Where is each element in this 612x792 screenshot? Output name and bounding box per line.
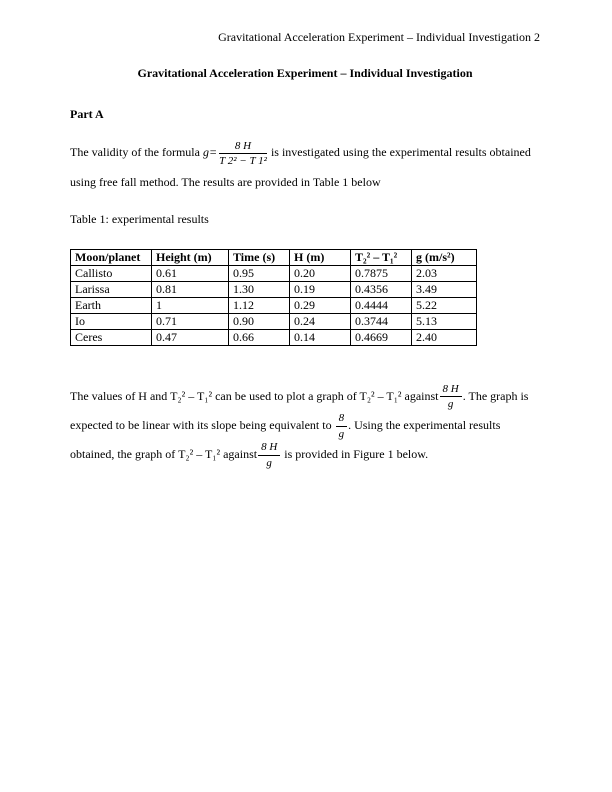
fraction-numerator: 8 bbox=[336, 412, 348, 427]
table-cell: 0.66 bbox=[229, 329, 290, 345]
section-heading-part-a: Part A bbox=[70, 107, 104, 122]
para2-text-4: is provided in Figure 1 below. bbox=[281, 447, 429, 462]
table-caption: Table 1: experimental results bbox=[70, 212, 209, 227]
table-cell: 0.14 bbox=[290, 329, 351, 345]
table-cell: 3.49 bbox=[412, 281, 477, 297]
g-formula-numerator: 8 H bbox=[219, 140, 267, 155]
table-cell: Io bbox=[71, 313, 152, 329]
fraction-denominator: g bbox=[447, 398, 454, 411]
para1-text-1: The validity of the formula bbox=[70, 145, 203, 160]
table-cell: 0.47 bbox=[152, 329, 229, 345]
results-table bbox=[70, 249, 477, 346]
table-cell: Earth bbox=[71, 297, 152, 313]
fraction-denominator: g bbox=[338, 427, 345, 440]
table-cell: 0.61 bbox=[152, 265, 229, 281]
table-cell: 0.4444 bbox=[351, 297, 412, 313]
table-cell: 0.71 bbox=[152, 313, 229, 329]
paragraph-graph-discussion bbox=[70, 382, 540, 470]
table-cell: 1.12 bbox=[229, 297, 290, 313]
table-header-row bbox=[71, 249, 477, 265]
table-row bbox=[71, 313, 477, 329]
table-row bbox=[71, 297, 477, 313]
table-cell: 0.95 bbox=[229, 265, 290, 281]
table-cell: 5.22 bbox=[412, 297, 477, 313]
g-formula-denominator: T 2² − T 1² bbox=[219, 155, 267, 168]
table-row bbox=[71, 329, 477, 345]
g-formula bbox=[202, 139, 268, 168]
col-header-h: H (m) bbox=[290, 249, 351, 265]
table-cell: 0.29 bbox=[290, 297, 351, 313]
table-cell: 2.03 bbox=[412, 265, 477, 281]
col-header-height: Height (m) bbox=[152, 249, 229, 265]
para2-text-2: . The graph is expected to be linear with its slope being equivalent to bbox=[70, 388, 529, 432]
page-title: Gravitational Acceleration Experiment – Individual Investigation bbox=[137, 66, 473, 81]
fraction-8-over-g bbox=[335, 412, 349, 440]
table-cell: Callisto bbox=[71, 265, 152, 281]
table-cell: 0.81 bbox=[152, 281, 229, 297]
table-cell: 0.90 bbox=[229, 313, 290, 329]
table-cell: 0.4669 bbox=[351, 329, 412, 345]
fraction-denominator: g bbox=[266, 457, 272, 470]
table-cell: Ceres bbox=[71, 329, 152, 345]
g-formula-lhs: g= bbox=[202, 145, 218, 160]
col-header-g: g (m/s²) bbox=[412, 249, 477, 265]
col-header-t-squared-diff: T₂² – T₁² bbox=[351, 249, 412, 265]
table-cell: 0.4356 bbox=[351, 281, 412, 297]
table-cell: 0.3744 bbox=[351, 313, 412, 329]
para1-text-2: is investigated using the experimental results obtained using free fall method. The results are provided in Table 1 below bbox=[70, 145, 531, 189]
paragraph-formula-intro bbox=[70, 138, 540, 197]
fraction-numerator: 8 H bbox=[258, 441, 280, 456]
fraction-8h-over-g bbox=[439, 383, 463, 411]
table-cell: 0.20 bbox=[290, 265, 351, 281]
table-cell: 1.30 bbox=[229, 281, 290, 297]
table-cell: 0.19 bbox=[290, 281, 351, 297]
table-cell: 0.24 bbox=[290, 313, 351, 329]
table-cell: Larissa bbox=[71, 281, 152, 297]
table-cell: 5.13 bbox=[412, 313, 477, 329]
table-cell: 1 bbox=[152, 297, 229, 313]
table-cell: 2.40 bbox=[412, 329, 477, 345]
g-formula-fraction bbox=[218, 140, 268, 168]
para2-text-3: . Using the experimental results obtained, the graph of T₂² – T₁² against bbox=[70, 417, 501, 462]
table-cell: 0.7875 bbox=[351, 265, 412, 281]
para2-text-1: The values of H and T₂² – T₁² can be used to plot a graph of T₂² – T₁² against bbox=[70, 388, 439, 403]
running-header: Gravitational Acceleration Experiment – Individual Investigation 2 bbox=[218, 30, 540, 44]
table-row bbox=[71, 265, 477, 281]
col-header-time: Time (s) bbox=[229, 249, 290, 265]
table-row bbox=[71, 281, 477, 297]
col-header-moon-planet: Moon/planet bbox=[71, 249, 152, 265]
fraction-numerator: 8 H bbox=[440, 383, 462, 398]
fraction-8h-over-g-2 bbox=[257, 441, 281, 469]
